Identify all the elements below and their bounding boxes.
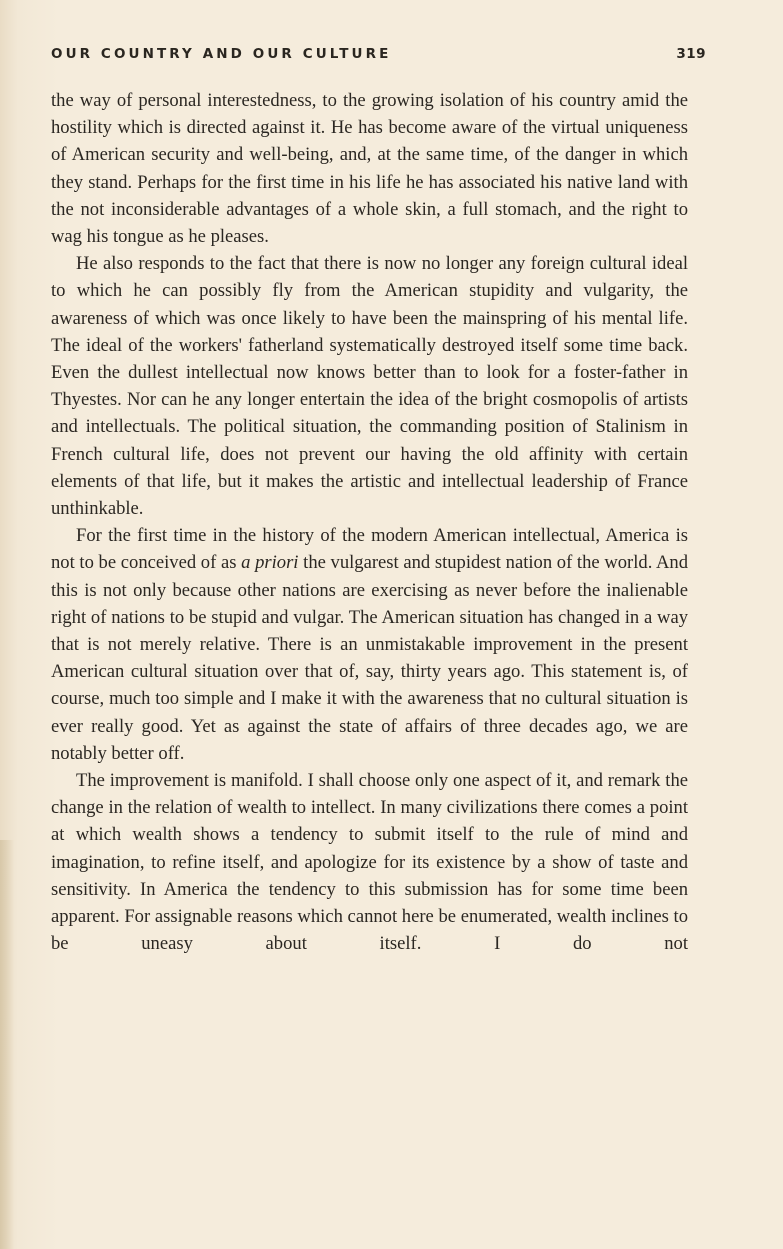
running-head (51, 46, 706, 68)
paragraph-4: The improvement is manifold. I shall choose only one aspect of it, and remark the change in the relation of wealth to intellect. In many civilizations there comes a point at which wealth shows a tendency to submit itself to the rule of mind and imagination, to refine itself, and apologize for its existence by a show of taste and sensitivity. In America the tendency to this submission has for some time been apparent. For assignable reasons which cannot here be enumerated, wealth inclines to be uneasy about itself. I do not (51, 770, 688, 955)
running-head-title: OUR COUNTRY AND OUR CULTURE (51, 46, 392, 62)
paragraph-3 (51, 522, 688, 767)
paragraph-3-text-b: the vulgarest and stupidest nation of the world. And this is not only because other nations are exercising as never before the inalienable right of nations to be stupid and vulgar. The American situation has changed in a way that is not merely relative. There is an unmistakable improvement in the present American cultural situation over that of, say, thirty years ago. This statement is, of course, much too simple and I make it with the awareness that no cultural situation is ever really good. Yet as against the state of affairs of three decades ago, we are notably better off. (51, 552, 689, 764)
body-text (51, 87, 688, 958)
paragraph-2: He also responds to the fact that there is now no longer any foreign cultural ideal to which he can possibly fly from the American stupidity and vulgarity, the awareness of which was once likely to have been the mainspring of his mental life. The ideal of the workers' fatherland systematically destroyed itself some time back. Even the dullest intellectual now knows better than to look for a foster-father in Thyestes. Nor can he any longer entertain the idea of the bright cosmopolis of artists and intellectuals. The political situation, the commanding position of Stalinism in French cultural life, does not prevent our having the old affinity with certain elements of that life, but it makes the artistic and intellectual leadership of France unthinkable. (51, 253, 688, 520)
gutter-shadow (0, 840, 14, 1249)
page-number: 319 (676, 46, 706, 62)
paragraph-1: the way of personal interestedness, to the growing isolation of his country amid the hostility which is directed against it. He has become aware of the virtual uniqueness of American security and well-being, and, at the same time, of the danger in which they stand. Perhaps for the first time in his life he has associated his native land with the not inconsiderable advantages of a whole skin, a full stomach, and the right to wag his tongue as he pleases. (51, 90, 688, 248)
italic-phrase: a priori (241, 552, 299, 574)
paragraph-3-text-a: For the first time in the history of the modern American intellectual, America is not to be conceived of as (51, 525, 688, 574)
